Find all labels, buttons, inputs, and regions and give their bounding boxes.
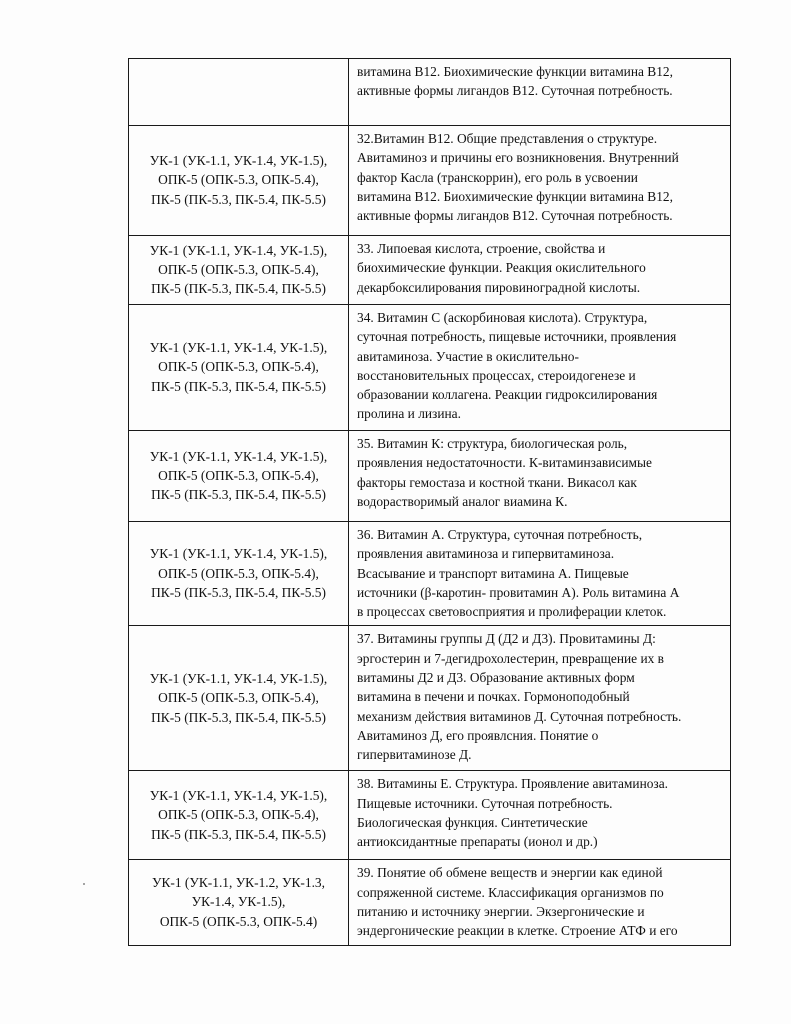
table-row [129, 771, 731, 860]
table-row [129, 626, 731, 771]
table-row [129, 126, 731, 236]
topic-cell: 37. Витамины группы Д (Д2 и Д3). Провитамины Д: эргостерин и 7-дегидрохолестерин, превращение их в витамины Д2 и Д3. Образование активных форм витамина в печени и почках. Гормоноподобный механизм действия витаминов Д. Суточная потребность. Авитаминоз Д, его проявлсния. Понятие о гипервитаминозе Д. [349, 626, 731, 771]
topic-cell: витамина B12. Биохимические функции витамина B12, активные формы лигандов B12. Суточная потребность. [349, 59, 731, 126]
competency-table [128, 58, 731, 946]
competency-text: УК-1 (УК-1.1, УК-1.4, УК-1.5), ОПК-5 (ОПК-5.3, ОПК-5.4), ПК-5 (ПК-5.3, ПК-5.4, ПК-5.5) [149, 546, 328, 600]
table-row [129, 236, 731, 305]
competency-text: УК-1 (УК-1.1, УК-1.4, УК-1.5), ОПК-5 (ОПК-5.3, ОПК-5.4), ПК-5 (ПК-5.3, ПК-5.4, ПК-5.5) [149, 153, 328, 207]
competency-cell [129, 59, 349, 126]
competency-text: УК-1 (УК-1.1, УК-1.4, УК-1.5), ОПК-5 (ОПК-5.3, ОПК-5.4), ПК-5 (ПК-5.3, ПК-5.4, ПК-5.5) [149, 242, 328, 297]
competency-cell [129, 522, 349, 626]
competency-cell [129, 305, 349, 431]
competency-text: УК-1 (УК-1.1, УК-1.4, УК-1.5), ОПК-5 (ОПК-5.3, ОПК-5.4), ПК-5 (ПК-5.3, ПК-5.4, ПК-5.5) [149, 788, 328, 842]
competency-cell [129, 626, 349, 771]
table-row [129, 522, 731, 626]
topic-cell: 38. Витамины Е. Структура. Проявление авитаминоза. Пищевые источники. Суточная потребность. Биологическая функция. Синтетические антиоксидантные препараты (ионол и др.) [349, 771, 731, 860]
competency-cell [129, 126, 349, 236]
table-row [129, 860, 731, 945]
competency-text: УК-1 (УК-1.1, УК-1.4, УК-1.5), ОПК-5 (ОПК-5.3, ОПК-5.4), ПК-5 (ПК-5.3, ПК-5.4, ПК-5.5) [149, 448, 328, 503]
topic-cell: 34. Витамин С (аскорбиновая кислота). Структура, суточная потребность, пищевые источники, проявления авитаминоза. Участие в окислительно- восстановительных процессах, стероидогенезе и образовании коллагена. Реакции гидроксилирования пролина и лизина. [349, 305, 731, 431]
topic-cell: 32.Витамин B12. Общие представления о структуре. Авитаминоз и причины его возникновения. Внутренний фактор Касла (транскоррин), его роль в усвоении витамина B12. Биохимические функции витамина B12, активные формы лигандов B12. Суточная потребность. [349, 126, 731, 236]
table-row [129, 305, 731, 431]
competency-cell [129, 860, 349, 945]
topic-cell: 33. Липоевая кислота, строение, свойства и биохимические функции. Реакция окислительного декарбоксилирования пировиноградной кислоты. [349, 236, 731, 305]
topic-cell: 35. Витамин К: структура, биологическая роль, проявления недостаточности. К-витаминзависимые факторы гемостаза и костной ткани. Викасол как водорастворимый аналог виамина К. [349, 431, 731, 522]
table-row [129, 59, 731, 126]
competency-cell [129, 236, 349, 305]
topic-cell: 39. Понятие об обмене веществ и энергии как единой сопряженной системе. Классификация организмов по питанию и источнику энергии. Экзергонические и эндергонические реакции в клетке. Строение АТФ и его [349, 860, 731, 945]
competency-text: УК-1 (УК-1.1, УК-1.4, УК-1.5), ОПК-5 (ОПК-5.3, ОПК-5.4), ПК-5 (ПК-5.3, ПК-5.4, ПК-5.5) [149, 671, 328, 725]
table-row [129, 431, 731, 522]
competency-cell [129, 431, 349, 522]
competency-cell [129, 771, 349, 860]
competency-text: УК-1 (УК-1.1, УК-1.4, УК-1.5), ОПК-5 (ОПК-5.3, ОПК-5.4), ПК-5 (ПК-5.3, ПК-5.4, ПК-5.5) [149, 340, 328, 394]
scan-speck [83, 883, 85, 885]
competency-text: УК-1 (УК-1.1, УК-1.2, УК-1.3, УК-1.4, УК-1.5), ОПК-5 (ОПК-5.3, ОПК-5.4) [152, 875, 325, 929]
topic-cell: 36. Витамин А. Структура, суточная потребность, проявления авитаминоза и гипервитаминоза. Всасывание и транспорт витамина А. Пищевые источники (β-каротин- провитамин А). Роль витамина А в процессах световосприятия и пролиферации клеток. [349, 522, 731, 626]
